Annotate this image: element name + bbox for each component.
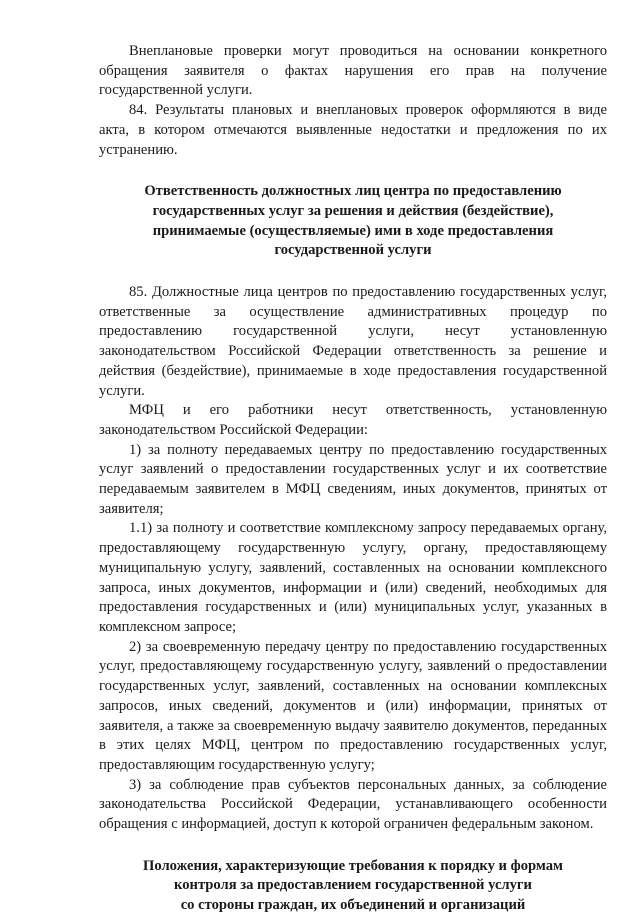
paragraph-mfc-responsibility: МФЦ и его работники несут ответственность, установленную законодательством Российской Федерации: (99, 402, 607, 438)
list-item-2: 2) за своевременную передачу центру по предоставлению государственных услуг, предоставляющему государственную услугу, заявлений о предоставлении государственных услуг, заявлений, составленных на основании комплексных запросов, иных сведений, документов и (или) информации, принятых от заявителя, а также за своевременную выдачу заявителю документов, переданных в этих целях МФЦ, центром по предоставлению государственных услуг, предоставляющим государственную услугу; (99, 638, 607, 773)
heading-line: со стороны граждан, их объединений и организаций (180, 897, 526, 914)
document-body (99, 42, 607, 916)
list-item-3: 3) за соблюдение прав субъектов персональных данных, за соблюдение законодательства Российской Федерации, устанавливающего особенности обращения с информацией, доступ к которой ограничен федеральным законом. (99, 776, 607, 833)
heading-line: контроля за предоставлением государственной услуги (174, 877, 532, 894)
heading-control-provisions (99, 857, 607, 916)
heading-responsibility: Ответственность должностных лиц центра по предоставлению государственных услуг за решения и действия (бездействие), принимаемые (осуществляемые) ими в ходе предоставления государственной услуги (144, 183, 562, 259)
section-responsibility (99, 283, 607, 835)
heading-line: Положения, характеризующие требования к порядку и формам (143, 857, 563, 874)
paragraph-85: 85. Должностные лица центров по предоставлению государственных услуг, ответственные за осуществление административных процедур по предоставлению государственной услуги, несут установленную законодательством Российской Федерации ответственность за решение и действия (бездействие), принимаемые в ходе предоставления государственной услуги. (99, 284, 607, 399)
section-inspections (99, 42, 607, 160)
list-item-1-1: 1.1) за полноту и соответствие комплексному запросу передаваемых органу, предоставляющему государственную услугу, органу, предоставляющему муниципальную услугу, заявлений, составленных на основании комплексного запроса, иных документов, информации и (или) сведений, необходимых для предоставления государственных и (или) муниципальных услуг, указанных в комплексном запросе; (99, 520, 607, 635)
paragraph-84: 84. Результаты плановых и внеплановых проверок оформляются в виде акта, в котором отмечаются выявленные недостатки и предложения по их устранению. (99, 102, 607, 158)
paragraph-unscheduled-inspections: Внеплановые проверки могут проводиться на основании конкретного обращения заявителя о фактах нарушения его прав на получение государственной услуги. (99, 43, 607, 99)
list-item-1: 1) за полноту передаваемых центру по предоставлению государственных услуг заявлений о предоставлении государственных услуг и их соответствие передаваемым заявителем в МФЦ сведениям, иных документов, принятых от заявителя; (99, 441, 607, 517)
